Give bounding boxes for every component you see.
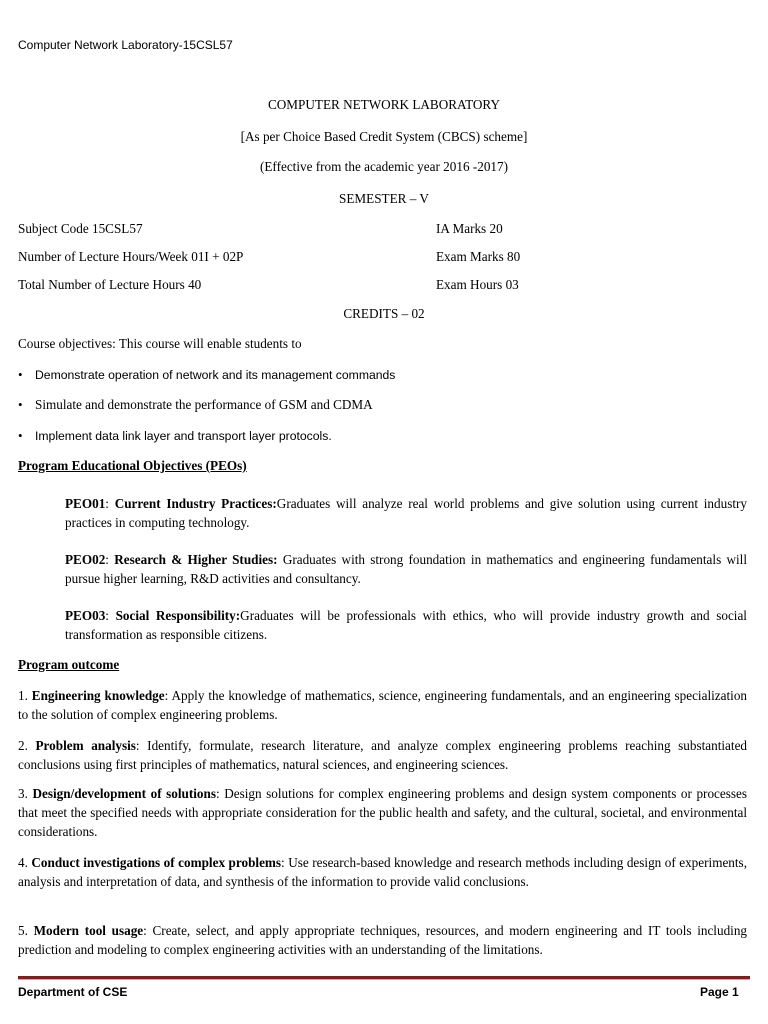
outcome-text: : Use research-based knowledge and research methods including design of experiments, analysis and interpretation of data, and synthesis of the information to provide valid conclusions. xyxy=(18,855,747,889)
peo-separator: : xyxy=(105,552,115,567)
peo-code: PEO03 xyxy=(65,608,106,623)
peo-text: Graduates will analyze real world problems and give solution using current industry practices in computing technology. xyxy=(65,496,747,530)
objective-text: Implement data link layer and transport layer protocols. xyxy=(35,429,332,443)
peo-title: Current Industry Practices: xyxy=(114,496,277,511)
scheme-line: [As per Choice Based Credit System (CBCS) scheme] xyxy=(240,129,528,144)
peo-code: PEO02 xyxy=(65,552,106,567)
outcome-number: 4. xyxy=(18,855,32,870)
objective-item xyxy=(18,397,373,413)
ia-marks: IA Marks 20 xyxy=(436,221,503,236)
bullet-glyph: • xyxy=(18,428,23,443)
bullet-glyph: • xyxy=(18,367,23,382)
peo-text: Graduates with strong foundation in mathematics and engineering fundamentals will pursue higher learning, R&D activities and consultancy. xyxy=(65,552,747,586)
effective-year-line: (Effective from the academic year 2016 -2017) xyxy=(259,159,508,174)
exam-hours: Exam Hours 03 xyxy=(436,277,519,292)
outcome-title: Modern tool usage xyxy=(33,923,144,938)
lecture-hours-week: Number of Lecture Hours/Week 01I + 02P xyxy=(18,249,244,264)
outcome-item xyxy=(18,736,747,774)
peo-item xyxy=(65,494,747,532)
outcome-text: : Design solutions for complex engineering problems and design system components or processes that meet the specified needs with appropriate consideration for the public health and safety, and the cultural, societal, and environmental considerations. xyxy=(18,786,747,839)
peo-item xyxy=(65,606,747,644)
footer-department: Department of CSE xyxy=(18,985,128,999)
outcome-item xyxy=(18,921,747,959)
total-lecture-hours: Total Number of Lecture Hours 40 xyxy=(18,277,202,292)
outcome-number: 1. xyxy=(18,688,32,703)
peo-text: Graduates will be professionals with ethics, who will provide industry growth and social transformation as responsible citizens. xyxy=(65,608,747,642)
outcome-item xyxy=(18,853,747,891)
footer-page-number: Page 1 xyxy=(700,985,739,999)
outcome-number: 2. xyxy=(18,738,36,753)
outcome-text: : Identify, formulate, research literature, and analyze complex engineering problems reaching substantiated conclusions using first principles of mathematics, natural sciences, and engineering sciences. xyxy=(18,738,748,772)
running-header: Computer Network Laboratory-15CSL57 xyxy=(18,38,233,52)
outcome-text: : Create, select, and apply appropriate techniques, resources, and modern engineering and IT tools including prediction and modeling to complex engineering activities with an understanding of the limitations. xyxy=(18,923,748,957)
outcome-title: Design/development of solutions xyxy=(32,786,216,801)
outcome-number: 3. xyxy=(18,786,33,801)
outcome-title: Problem analysis xyxy=(35,738,136,753)
outcome-item xyxy=(18,784,747,841)
outcome-number: 5. xyxy=(18,923,34,938)
objective-text: Demonstrate operation of network and its management commands xyxy=(35,368,396,382)
peo-code: PEO01 xyxy=(65,496,106,511)
outcome-title: Conduct investigations of complex problems xyxy=(31,855,282,870)
objective-item xyxy=(18,428,332,444)
outcome-item xyxy=(18,686,747,724)
peo-item xyxy=(65,550,747,588)
credits-line: CREDITS – 02 xyxy=(343,306,425,321)
objective-text: Simulate and demonstrate the performance of GSM and CDMA xyxy=(35,397,373,412)
bullet-glyph: • xyxy=(18,397,23,412)
peo-heading: Program Educational Objectives (PEOs) xyxy=(18,458,247,473)
footer-divider xyxy=(18,976,750,980)
objective-item xyxy=(18,367,395,383)
outcome-title: Engineering knowledge xyxy=(31,688,165,703)
peo-title: Social Responsibility: xyxy=(115,608,241,623)
document-title: COMPUTER NETWORK LABORATORY xyxy=(267,97,500,112)
exam-marks: Exam Marks 80 xyxy=(436,249,521,264)
peo-title: Research & Higher Studies: xyxy=(114,552,278,567)
subject-code: Subject Code 15CSL57 xyxy=(18,221,143,236)
peo-separator: : xyxy=(105,608,116,623)
objectives-intro: Course objectives: This course will enable students to xyxy=(18,336,302,351)
program-outcome-heading: Program outcome xyxy=(18,657,120,672)
semester-line: SEMESTER – V xyxy=(339,191,429,206)
peo-separator: : xyxy=(105,496,115,511)
outcome-text: : Apply the knowledge of mathematics, science, engineering fundamentals, and an engineering specialization to the solution of complex engineering problems. xyxy=(18,688,748,722)
